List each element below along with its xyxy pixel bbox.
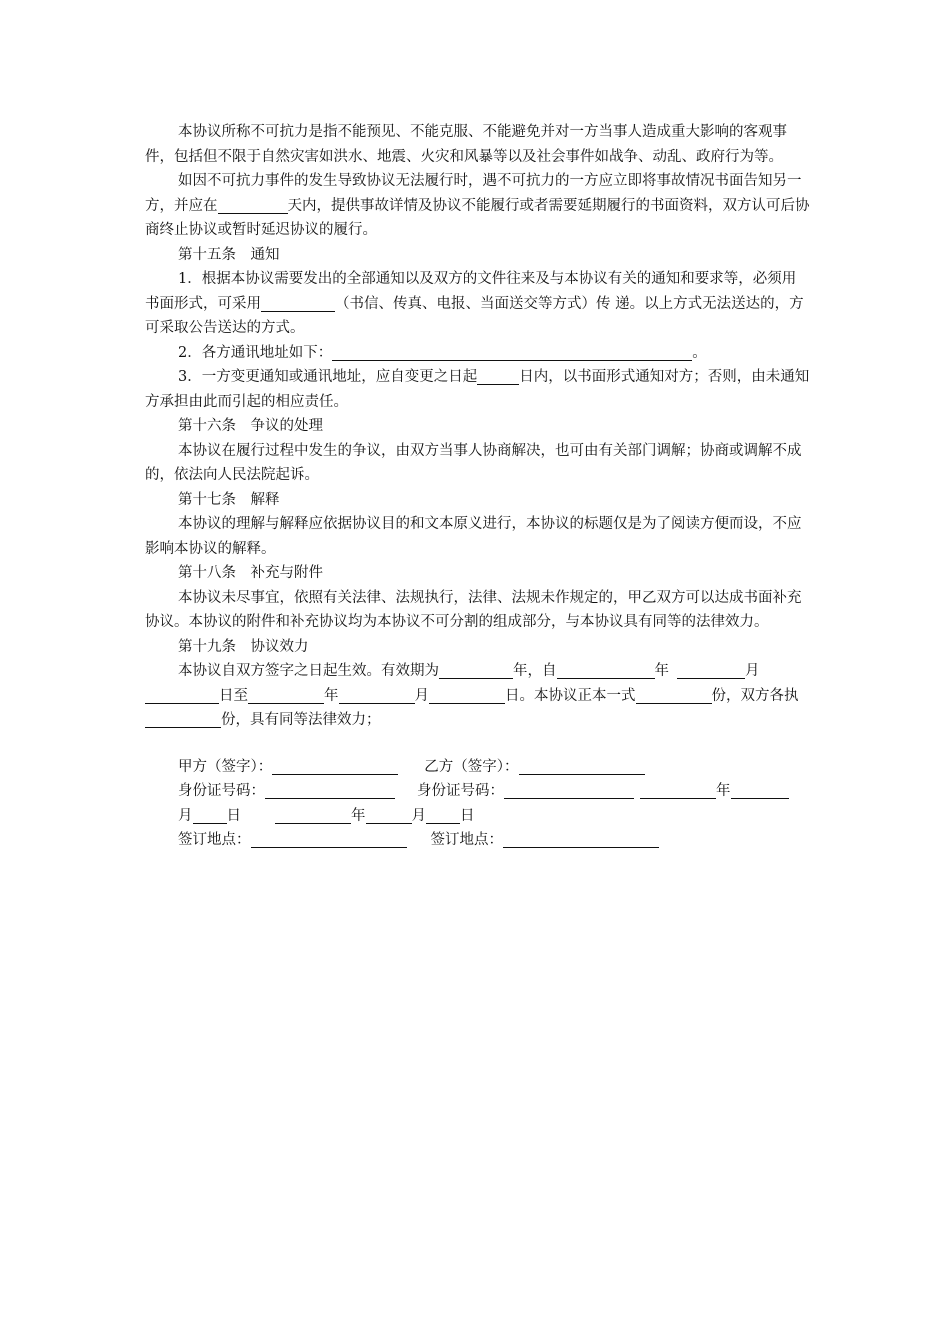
end-day-blank (429, 685, 505, 704)
signature-row: 甲方（签字）： 乙方（签字）： (145, 755, 810, 780)
article-17-heading: 第十七条 解释 (178, 491, 280, 508)
article-19-text: 本协议自双方签字之日起生效。有效期为 年，自 年 月日至 年 月 日。本协议正本一式 份，双方各执份，具有同等法律效力； (145, 659, 810, 733)
copies-blank (636, 685, 712, 704)
force-majeure-definition: 本协议所称不可抗力是指不能预见、不能克服、不能避免并对一方当事人造成重大影响的客观事件，包括但不限于自然灾害如洪水、地震、火灾和风暴等以及社会事件如战争、动乱、政府行为等。 (145, 124, 787, 165)
start-year-blank (557, 660, 655, 679)
date-row: 月 日 年 月 日 (145, 804, 810, 829)
article-15-heading: 第十五条 通知 (178, 246, 280, 263)
end-month-blank (339, 685, 415, 704)
article-15-item-2: 2．各方通讯地址如下： 。 (145, 341, 810, 366)
party-a-year-field[interactable] (640, 780, 716, 799)
address-blank (332, 342, 692, 361)
change-days-blank (477, 366, 519, 385)
party-a-id-field[interactable] (265, 780, 395, 799)
party-b-day-field[interactable] (426, 805, 460, 824)
place-row: 签订地点： 签订地点： (145, 828, 810, 853)
end-year-blank (248, 685, 324, 704)
term-years-blank (439, 660, 513, 679)
article-16-heading: 第十六条 争议的处理 (178, 418, 323, 434)
party-a-signature-field[interactable] (272, 756, 398, 775)
document-page (145, 120, 810, 853)
article-16-text: 本协议在履行过程中发生的争议，由双方当事人协商解决，也可由有关部门调解；协商或调解不成的，依法向人民法院起诉。 (145, 442, 802, 483)
party-b-month-field[interactable] (366, 805, 412, 824)
force-majeure-notice: 如因不可抗力事件的发生导致协议无法履行时，遇不可抗力的一方应立即将事故情况书面告知另一方，并应在 天内，提供事故详情及协议不能履行或者需要延期履行的书面资料，双方认可后协商终止协议或暂时延迟协议的履行。 (145, 173, 810, 238)
party-a-day-field[interactable] (193, 805, 227, 824)
article-18-text: 本协议未尽事宜，依照有关法律、法规执行，法律、法规未作规定的，甲乙双方可以达成书面补充协议。本协议的附件和补充协议均为本协议不可分割的组成部分，与本协议具有同等的法律效力。 (145, 589, 802, 630)
days-blank (218, 195, 288, 214)
party-b-year-field[interactable] (275, 805, 351, 824)
party-b-id-field[interactable] (504, 780, 634, 799)
article-17-text: 本协议的理解与解释应依据协议目的和文本原义进行，本协议的标题仅是为了阅读方便而设，不应影响本协议的解释。 (145, 516, 802, 557)
party-b-signature-field[interactable] (519, 756, 645, 775)
article-19-heading: 第十九条 协议效力 (178, 638, 309, 655)
start-month-blank (677, 660, 745, 679)
method-blank (261, 293, 335, 312)
article-18-heading: 第十八条 补充与附件 (178, 565, 323, 581)
party-b-place-field[interactable] (503, 829, 659, 848)
each-copies-blank (145, 709, 221, 728)
article-15-item-1: 1．根据本协议需要发出的全部通知以及双方的文件往来及与本协议有关的通知和要求等，必须用书面形式，可采用 （书信、传真、电报、当面送交等方式）传 递。以上方式无法送达的，方可采取公告送达的方式。 (145, 271, 804, 336)
party-a-month-field[interactable] (731, 780, 789, 799)
id-row: 身份证号码： 身份证号码： 年 (145, 779, 810, 804)
article-15-item-3: 3．一方变更通知或通讯地址，应自变更之日起 日内，以书面形式通知对方；否则，由未通知方承担由此而引起的相应责任。 (145, 365, 810, 414)
start-day-blank (145, 685, 219, 704)
party-a-place-field[interactable] (251, 829, 407, 848)
